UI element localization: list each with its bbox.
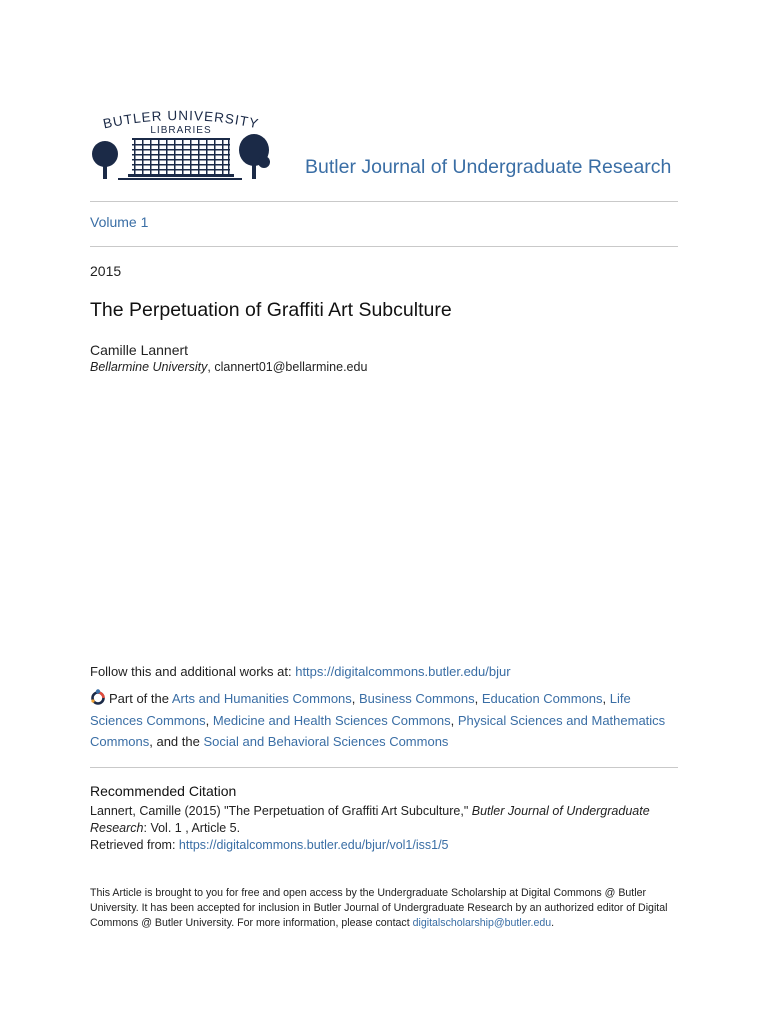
notice-text: This Article is brought to you for free and open access by the Undergraduate Scholarship at Digital Commons @ Butler University. It has been accepted for inclusion in Butler Journal of Undergraduate Research by an authorized editor of Digital Commons @ Butler University. For more information, please contact bbox=[90, 887, 668, 929]
publication-year: 2015 bbox=[90, 263, 122, 279]
contact-email-link[interactable]: digitalscholarship@butler.edu bbox=[412, 917, 552, 929]
follow-url-link[interactable]: https://digitalcommons.butler.edu/bjur bbox=[295, 664, 511, 679]
commons-link-medicine-health[interactable]: Medicine and Health Sciences Commons bbox=[212, 712, 451, 728]
volume-link[interactable]: Volume 1 bbox=[90, 214, 149, 230]
part-of-commons bbox=[90, 688, 680, 753]
butler-university-libraries-logo bbox=[88, 108, 274, 184]
notice-end: . bbox=[551, 917, 555, 929]
citation-journal: Butler Journal of Undergraduate Research bbox=[90, 804, 650, 835]
left-tree-icon bbox=[92, 141, 118, 179]
logo-text-university: BUTLER UNIVERSITY bbox=[101, 108, 261, 132]
author-email: , clannert01@bellarmine.edu bbox=[207, 360, 368, 374]
open-access-notice bbox=[90, 886, 680, 931]
header-divider bbox=[90, 201, 678, 202]
commons-link-social-behavioral[interactable]: Social and Behavioral Sciences Commons bbox=[203, 734, 449, 749]
separator: , bbox=[450, 712, 458, 728]
part-of-prefix: Part of the bbox=[109, 691, 172, 706]
commons-link-physical-sciences-math[interactable]: Physical Sciences and Mathematics Commons bbox=[90, 712, 666, 749]
citation-text bbox=[90, 803, 680, 854]
and-the-separator: , and the bbox=[149, 734, 204, 749]
separator: , bbox=[602, 691, 610, 706]
citation-divider bbox=[90, 767, 678, 768]
separator: , bbox=[351, 691, 360, 706]
follow-label: Follow this and additional works at: bbox=[90, 664, 296, 679]
citation-part-1: Lannert, Camille (2015) "The Perpetuation of Graffiti Art Subculture," bbox=[90, 804, 472, 818]
volume-divider bbox=[90, 246, 678, 247]
commons-link-business[interactable]: Business Commons bbox=[359, 691, 475, 706]
commons-link-arts-humanities[interactable]: Arts and Humanities Commons bbox=[171, 691, 352, 706]
right-tree-icon bbox=[239, 134, 270, 179]
network-icon bbox=[90, 689, 106, 705]
recommended-citation-heading: Recommended Citation bbox=[90, 783, 237, 799]
retrieved-url-link[interactable]: https://digitalcommons.butler.edu/bjur/vol1/iss1/5 bbox=[178, 838, 449, 852]
separator: , bbox=[474, 691, 482, 706]
author-affiliation bbox=[90, 360, 367, 374]
citation-part-2: : Vol. 1 , Article 5. bbox=[143, 821, 241, 835]
article-title: The Perpetuation of Graffiti Art Subculture bbox=[90, 299, 452, 321]
retrieved-label: Retrieved from: bbox=[90, 838, 179, 852]
journal-title-link[interactable]: Butler Journal of Undergraduate Research bbox=[305, 156, 672, 178]
commons-link-education[interactable]: Education Commons bbox=[481, 691, 603, 706]
institution-name: Bellarmine University bbox=[90, 360, 208, 374]
follow-line bbox=[90, 664, 511, 679]
separator: , bbox=[205, 712, 213, 728]
logo-text-libraries: LIBRARIES bbox=[150, 125, 212, 136]
author-name: Camille Lannert bbox=[90, 342, 189, 358]
commons-link-life-sciences[interactable]: Life Sciences Commons bbox=[90, 691, 631, 728]
